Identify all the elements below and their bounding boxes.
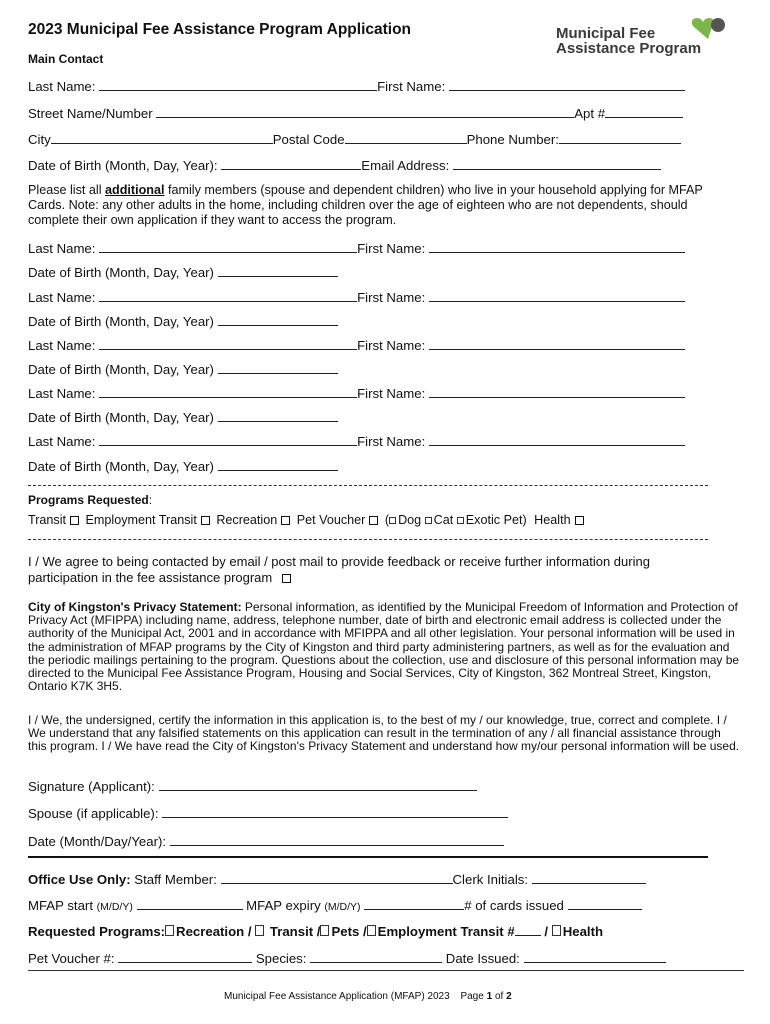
dob-label: Date of Birth (Month, Day, Year):	[28, 158, 218, 173]
phone-label: Phone Number:	[466, 132, 559, 147]
street-field[interactable]	[156, 104, 574, 118]
family-dob-row	[28, 263, 338, 280]
program-recreation-label: Recreation	[216, 513, 278, 527]
date-issued-field[interactable]	[524, 949, 666, 963]
family-first-name-field[interactable]	[429, 432, 685, 446]
species-field[interactable]	[310, 949, 442, 963]
page-number: 1	[486, 991, 493, 1002]
family-first-name-label: First Name:	[357, 241, 426, 256]
programs-options	[28, 513, 587, 527]
family-last-name-field[interactable]	[99, 288, 357, 302]
programs-heading-colon: :	[148, 493, 153, 507]
apt-field[interactable]	[605, 104, 683, 118]
programs-heading-label: Programs Requested	[28, 493, 149, 507]
main-contact-heading: Main Contact	[28, 52, 104, 66]
apt-label: Apt #	[574, 106, 606, 121]
family-dob-row	[28, 408, 338, 425]
family-dob-field[interactable]	[218, 360, 338, 374]
office-use-heading: Office Use Only:	[28, 872, 131, 887]
program-health-label: Health	[534, 513, 571, 527]
family-first-name-field[interactable]	[429, 336, 685, 350]
family-dob-row	[28, 457, 338, 474]
applicant-signature-label: Signature (Applicant):	[28, 779, 155, 794]
program-employment-transit-checkbox[interactable]	[201, 516, 210, 525]
program-health-checkbox[interactable]	[575, 516, 584, 525]
family-dob-label: Date of Birth (Month, Day, Year)	[28, 362, 214, 377]
pet-options-paren: (	[384, 513, 390, 527]
family-dob-label: Date of Birth (Month, Day, Year)	[28, 459, 214, 474]
staff-member-label: Staff Member:	[134, 872, 217, 887]
email-label: Email Address:	[361, 158, 450, 173]
postal-code-label: Postal Code	[272, 132, 345, 147]
city-label: City	[28, 132, 51, 147]
office-employment-transit-checkbox[interactable]	[367, 925, 376, 936]
requested-programs-row	[28, 922, 603, 939]
pet-voucher-label: Pet Voucher #:	[28, 951, 115, 966]
dob-field[interactable]	[221, 156, 361, 170]
program-pet-voucher-checkbox[interactable]	[369, 516, 378, 525]
section-divider	[28, 539, 708, 540]
page-title: 2023 Municipal Fee Assistance Program Application	[28, 21, 412, 38]
family-last-name-label: Last Name:	[28, 241, 96, 256]
clerk-initials-label: Clerk Initials:	[452, 872, 529, 887]
family-last-name-field[interactable]	[99, 432, 357, 446]
family-dob-row	[28, 360, 338, 377]
family-last-name-field[interactable]	[99, 384, 357, 398]
pet-exotic-checkbox[interactable]	[457, 517, 464, 524]
mfap-start-label: MFAP start	[28, 898, 93, 913]
family-name-row	[28, 288, 685, 305]
family-intro-pre: Please list all	[28, 183, 105, 197]
mfap-expiry-label: MFAP expiry	[246, 898, 321, 913]
family-intro	[28, 183, 742, 228]
city-field[interactable]	[51, 130, 273, 144]
family-dob-field[interactable]	[218, 312, 338, 326]
family-first-name-field[interactable]	[429, 288, 685, 302]
pet-dog-label: Dog	[398, 513, 422, 527]
family-dob-label: Date of Birth (Month, Day, Year)	[28, 410, 214, 425]
staff-member-field[interactable]	[221, 870, 453, 884]
office-health-label: Health	[562, 924, 604, 939]
phone-field[interactable]	[559, 130, 681, 144]
page-label: Page	[460, 991, 484, 1002]
employment-transit-number-field[interactable]	[515, 922, 541, 936]
page-total: 2	[506, 991, 512, 1002]
mfap-start-format: (M/D/Y)	[96, 901, 133, 913]
office-employment-transit-label: Employment Transit #	[377, 924, 515, 939]
family-last-name-label: Last Name:	[28, 290, 96, 305]
signature-date-label: Date (Month/Day/Year):	[28, 834, 167, 849]
family-name-row	[28, 432, 685, 449]
office-pets-checkbox[interactable]	[320, 925, 329, 936]
program-logo	[556, 26, 701, 56]
postal-code-field[interactable]	[345, 130, 467, 144]
program-pet-voucher-label: Pet Voucher	[296, 513, 366, 527]
privacy-heading: City of Kingston's Privacy Statement:	[28, 600, 242, 614]
first-name-field[interactable]	[449, 77, 685, 91]
family-name-row	[28, 239, 685, 256]
certification-text: I / We, the undersigned, certify the information in this application is, to the best of my / our knowledge, true, correct and complete. I / We understand that any falsified statements on this application can result in the termination of any / all financial assistance through this program. I / We have read the City of Kingston's Privacy Statement and understand how my/our personal information will be used.	[28, 713, 740, 754]
family-dob-row	[28, 312, 338, 329]
pet-exotic-label: Exotic Pet)	[465, 513, 527, 527]
street-label: Street Name/Number	[28, 106, 153, 121]
family-first-name-field[interactable]	[429, 239, 685, 253]
species-label: Species:	[255, 951, 307, 966]
office-staff-row	[28, 870, 646, 887]
family-dob-label: Date of Birth (Month, Day, Year)	[28, 314, 214, 329]
office-health-checkbox[interactable]	[552, 925, 561, 936]
section-divider	[28, 485, 708, 486]
program-recreation-checkbox[interactable]	[281, 516, 290, 525]
spouse-signature-row	[28, 804, 508, 821]
family-last-name-label: Last Name:	[28, 338, 96, 353]
office-divider	[28, 856, 708, 858]
consent-text: I / We agree to being contacted by email / post mail to provide feedback or receive further information during participation in the fee assistance program	[28, 554, 650, 585]
clerk-initials-field[interactable]	[532, 870, 646, 884]
family-last-name-label: Last Name:	[28, 386, 96, 401]
mfap-start-field[interactable]	[137, 896, 243, 910]
family-intro-bold: additional	[105, 183, 165, 197]
address-row	[28, 104, 683, 121]
footer-text: Municipal Fee Assistance Application (MFAP) 2023	[224, 991, 450, 1002]
family-dob-field[interactable]	[218, 457, 338, 471]
privacy-text: Personal information, as identified by the Municipal Freedom of Information and Protection of Privacy Act (MFIPPA) including name, address, telephone number, date of birth and electronic email address is collected under the authority of the Municipal Act, 2001 and in accordance with MFIPPA and all other legislation. Your personal information will be used in the administration of MFAP programs by the City of Kingston and third party administering partners, as well as for the evaluation and the periodic mailings pertaining to the program. Questions about the collection, use and disclosure of this personal information may be directed to the Municipal Fee Assistance Program, Housing and Social Services, City of Kingston, 362 Montreal Street, Kingston, Ontario K7K 3H5.	[28, 600, 740, 694]
first-name-label: First Name:	[377, 79, 446, 94]
family-last-name-field[interactable]	[99, 239, 357, 253]
family-name-row	[28, 336, 685, 353]
applicant-signature-field[interactable]	[159, 777, 477, 791]
main-name-row	[28, 77, 685, 94]
applicant-signature-row	[28, 777, 477, 794]
program-transit-label: Transit	[28, 513, 67, 527]
family-first-name-label: First Name:	[357, 386, 426, 401]
consent-statement	[28, 554, 718, 585]
family-dob-field[interactable]	[218, 263, 338, 277]
family-dob-label: Date of Birth (Month, Day, Year)	[28, 265, 214, 280]
program-employment-transit-label: Employment Transit	[85, 513, 197, 527]
pet-voucher-row	[28, 949, 666, 966]
certification-statement	[28, 714, 742, 754]
logo-line2: Assistance Program	[556, 40, 702, 57]
dob-email-row	[28, 156, 661, 173]
cards-issued-field[interactable]	[568, 896, 642, 910]
mfap-expiry-format: (M/D/Y)	[324, 901, 361, 913]
office-transit-label: Transit /	[269, 924, 321, 939]
family-intro-post: family members (spouse and dependent children) who live in your household applying for MFAP Cards. Note: any other adults in the home, including children over the age of eighteen who are not dependents, should complete their own application if they want to access the program.	[28, 183, 703, 227]
requested-programs-label: Requested Programs:	[28, 924, 166, 939]
office-pets-label: Pets /	[331, 924, 367, 939]
cards-issued-label: # of cards issued	[464, 898, 564, 913]
signature-date-field[interactable]	[170, 832, 504, 846]
pet-voucher-field[interactable]	[118, 949, 252, 963]
family-last-name-field[interactable]	[99, 336, 357, 350]
family-first-name-field[interactable]	[429, 384, 685, 398]
office-transit-checkbox[interactable]	[255, 925, 264, 936]
page-footer	[224, 991, 512, 1002]
family-first-name-label: First Name:	[357, 290, 426, 305]
family-first-name-label: First Name:	[357, 434, 426, 449]
date-issued-label: Date Issued:	[445, 951, 520, 966]
signature-date-row	[28, 832, 504, 849]
pet-cat-label: Cat	[433, 513, 454, 527]
footer-divider	[28, 970, 744, 971]
page-of: of	[494, 991, 504, 1002]
spouse-signature-label: Spouse (if applicable):	[28, 806, 159, 821]
family-dob-field[interactable]	[218, 408, 338, 422]
pet-dog-checkbox[interactable]	[389, 517, 396, 524]
programs-heading	[28, 493, 152, 507]
heart-logo-icon	[688, 17, 728, 41]
logo-line1: Municipal Fee	[556, 25, 656, 42]
office-recreation-checkbox[interactable]	[165, 925, 174, 936]
office-recreation-label: Recreation /	[176, 924, 252, 939]
mfap-expiry-field[interactable]	[364, 896, 464, 910]
program-transit-checkbox[interactable]	[70, 516, 79, 525]
spouse-signature-field[interactable]	[162, 804, 508, 818]
pet-cat-checkbox[interactable]	[425, 517, 432, 524]
email-field[interactable]	[453, 156, 661, 170]
last-name-field[interactable]	[99, 77, 377, 91]
family-last-name-label: Last Name:	[28, 434, 96, 449]
privacy-statement	[28, 601, 742, 693]
family-first-name-label: First Name:	[357, 338, 426, 353]
city-row	[28, 130, 681, 147]
office-slash: /	[544, 924, 549, 939]
family-name-row	[28, 384, 685, 401]
last-name-label: Last Name:	[28, 79, 96, 94]
consent-checkbox[interactable]	[282, 574, 291, 583]
mfap-dates-row	[28, 896, 642, 913]
